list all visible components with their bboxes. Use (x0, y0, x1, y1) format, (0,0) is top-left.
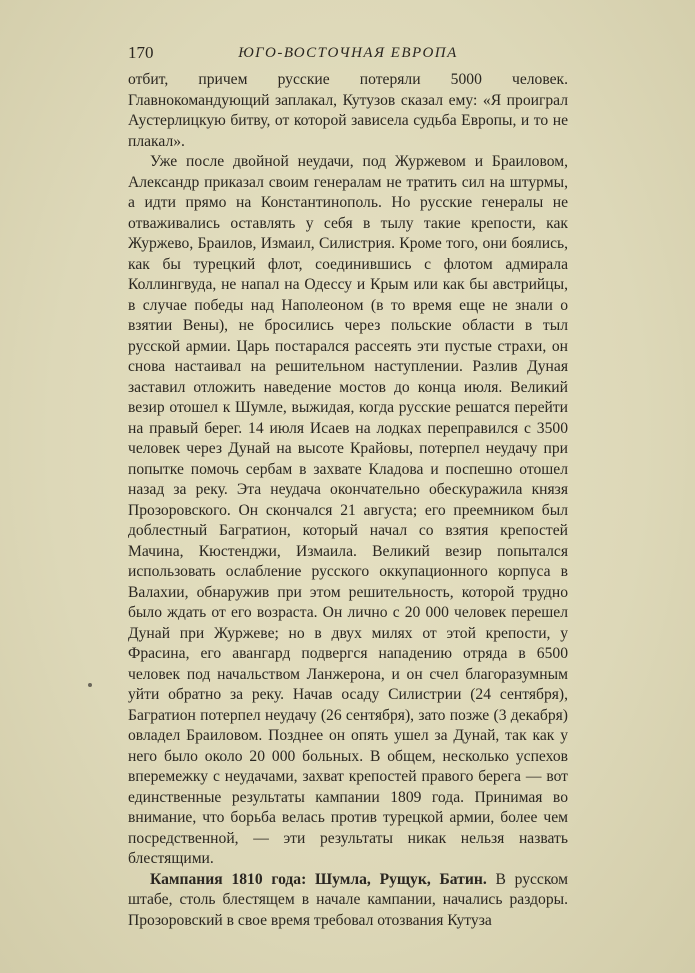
running-title: ЮГО-ВОСТОЧНАЯ ЕВРОПА (238, 45, 458, 61)
paragraph-campaign-1809: Уже после двойной неудачи, под Журжевом и Браиловом, Александр приказал своим генералам не тратить сил на штурмы, а идти прямо на Константинополь. Но русские генералы не отваживались оставлять у себя в тылу такие крепости, как Журжево, Браилов, Измаил, Силистрия. Кроме того, они боялись, как бы турецкий флот, соединившись с флотом адмирала Коллингвуда, не напал на Одессу и Крым или как бы австрийцы, в случае победы над Наполеоном (в то время еще не знали о взятии Вены), не бросились через польские области в тыл русской армии. Царь постарался рассеять эти пустые страхи, он снова настаивал на решительном наступлении. Разлив Дуная заставил отложить наведение мостов до конца июля. Великий везир отошел к Шумле, выжидая, когда русские решатся перейти на правый берег. 14 июля Исаев на лодках переправился с 3500 человек через Дунай на высоте Крайовы, потерпел неудачу при попытке помочь сербам в захвате Кладова и поспешно отошел назад за реку. Эта неудача окончательно обескуражила князя Прозоровского. Он скончался 21 августа; его преемником был доблестный Багратион, который начал со взятия крепостей Мачина, Кюстенджи, Измаила. Великий везир попытался использовать ослабление русского оккупационного корпуса в Валахии, обнаружив при этом решительность, которой трудно было ждать от его возраста. Он лично с 20 000 человек перешел Дунай при Журжеве; но в двух милях от этой крепости, у Фрасина, его авангард подвергся нападению отряда в 6500 человек под начальством Ланжерона, и он счел благоразумным уйти обратно за реку. Начав осаду Силистрии (24 сентября), Багратион потерпел неудачу (26 сентября), зато позже (3 декабря) овладел Браиловом. Позднее он опять ушел за Дунай, так как у него было около 20 000 больных. В общем, несколько успехов вперемежку с неудачами, захват крепостей правого берега — вот единственные результаты кампании 1809 года. Принимая во внимание, что борьба велась против турецкой армии, более чем посредственной, — эти результаты никак нельзя назвать блестящими. (128, 153, 568, 867)
paragraph-continuation: отбит, причем русские потеряли 5000 человек. Главнокомандующий заплакал, Кутузов сказал ему: «Я проиграл Аустерлицкую битву, от которой зависела судьба Европы, и то не плакал». (128, 71, 568, 150)
page-number: 170 (128, 43, 154, 62)
paragraph-campaign-1810 (128, 870, 568, 932)
section-text: В русском штабе, столь блестящем в начале кампании, начались раздоры. Прозоровский в свое время требовал отозвания Кутуза (128, 870, 568, 929)
page-header (128, 40, 568, 66)
section-heading: Кампания 1810 года: Шумла, Рущук, Батин. (150, 870, 487, 888)
margin-mark (88, 683, 92, 687)
body-text (128, 70, 568, 931)
